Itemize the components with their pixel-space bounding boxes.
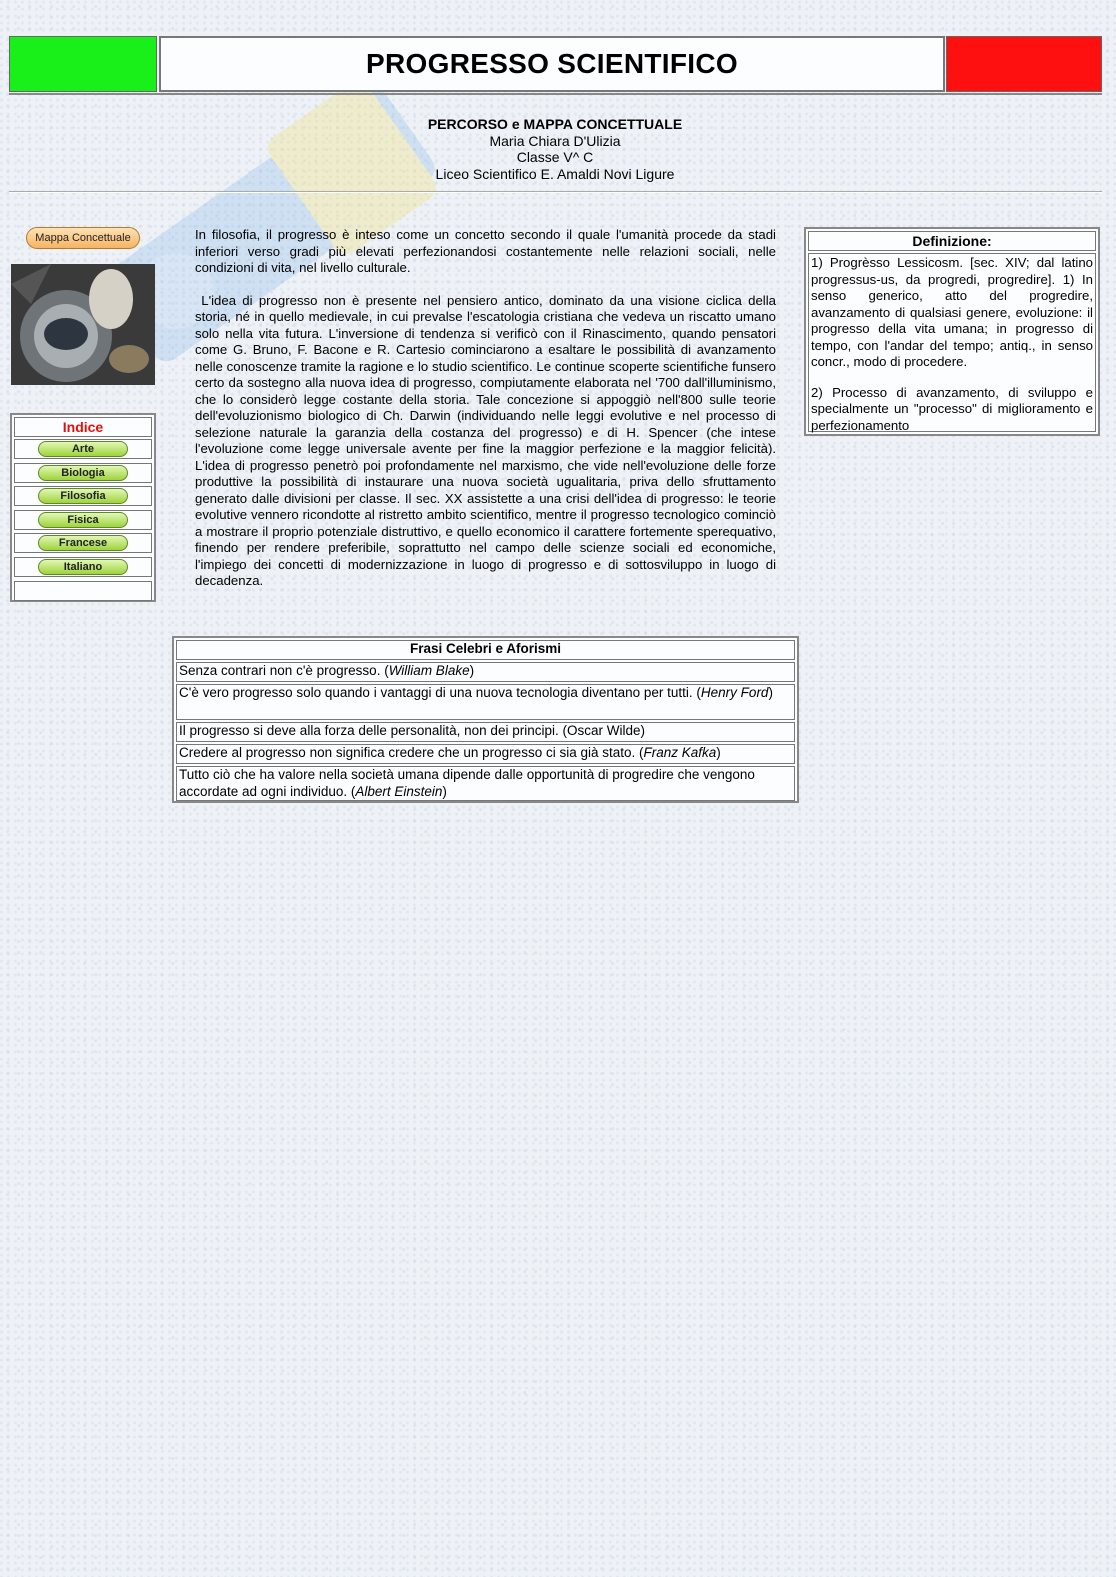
quote-author: Henry Ford xyxy=(700,685,769,700)
index-link-biologia[interactable]: Biologia xyxy=(38,465,128,481)
quote-close: ) xyxy=(716,745,721,760)
header-divider xyxy=(9,93,1102,95)
definition-title: Definizione: xyxy=(808,231,1096,251)
quote-close: ) xyxy=(442,783,447,799)
page-title: PROGRESSO SCIENTIFICO xyxy=(366,48,738,79)
quote-row xyxy=(176,766,795,801)
index-empty-row xyxy=(14,581,152,601)
quote-text: Credere al progresso non significa credere che un progresso ci sia già stato. ( xyxy=(179,745,644,760)
index-row xyxy=(14,439,152,459)
quote-close: ) xyxy=(469,663,475,678)
quote-row xyxy=(176,684,795,720)
quote-author: Albert Einstein xyxy=(355,783,443,799)
index-link-fisica[interactable]: Fisica xyxy=(38,512,128,528)
history-paragraph: L'idea di progresso non è presente nel pensiero antico, dominato da una visione ciclica della storia, né in quello medievale, in cui prevalse l'escatologia cristiana che vedeva un riscatto umano solo nella vita futura. L'inversione di tendenza si verificò con il Rinascimento, quando pensatori come G. Bruno, F. Bacone e R. Cartesio cominciarono a esaltare le possibilità di avanzamento nelle conoscenze tramite la ragione e lo studio scientifico. Le continue scoperte scientifiche funsero certo da sostegno alla nuova idea di progresso, compiutamente elaborata nel '700 dall'illuminismo, che lo considerò legge costante della storia. Tale concezione si appoggiò nell'800 sulle teorie dell'evoluzionismo biologico di Ch. Darwin (individuando nelle leggi evolutive e nel processo di selezione naturale la garanzia della costanza del progresso) e di H. Spencer (che intese l'evoluzione come legge universale avente per fine la maggior perfezione e la maggior felicità). L'idea di progresso penetrò poi profondamente nel marxismo, che vide nell'evoluzione delle forze produttive la possibilità di instaurare una nuova società ugualitaria, priva dello sfruttamento generato dalle divisioni per classe. Il sec. XX assistette a una crisi dell'idea di progresso: le teorie evolutive vennero ricondotte al ristretto ambito scientifico, mentre il progresso tecnologico cominciò a mostrare il proprio potenziale distruttivo, e quello economico il carattere fortemente sperequativo, finendo per rendere preferibile, soprattutto nel campo delle scienze sociali ed economiche, l'impiego dei concetti di modernizzazione in luogo di progresso e di sottosviluppo in luogo di decadenza. xyxy=(195,292,780,588)
quote-close: ) xyxy=(768,685,773,700)
index-link-francese[interactable]: Francese xyxy=(38,535,128,551)
index-title-cell xyxy=(14,417,152,437)
main-content xyxy=(195,227,780,606)
index-row xyxy=(14,510,152,530)
definition-point-1: 1) Progrèsso Lessicosm. [sec. XIV; dal latino progressus-us, da progredi, progredire]. 1) In senso generico, atto del progredire, avanzamento di qualsiasi genere, evoluzione: il progresso della vita umana; in progresso di tempo, con l'andar del tempo; antiq., in senso concr., modo di procedere. xyxy=(811,255,1093,369)
index-title: Indice xyxy=(62,419,104,435)
header-green-block xyxy=(9,36,157,92)
section-divider xyxy=(9,191,1102,193)
quotes-title: Frasi Celebri e Aforismi xyxy=(176,640,795,660)
index-row xyxy=(14,486,152,506)
quote-text: Tutto ciò che ha valore nella società umana dipende dalle opportunità di progredire che vengono accordate ad ogni individuo. ( xyxy=(179,767,755,799)
subheader xyxy=(300,116,810,182)
illustration-image xyxy=(11,264,155,385)
header-red-block xyxy=(946,36,1102,92)
index-link-arte[interactable]: Arte xyxy=(38,441,128,457)
intro-paragraph: In filosofia, il progresso è inteso come un concetto secondo il quale l'umanità procede da stadi inferiori verso gradi più elevati perfezionandosi costantemente nelle relazioni sociali, nelle condizioni di vita, nel livello culturale. xyxy=(195,227,776,275)
index-row xyxy=(14,533,152,553)
definition-body xyxy=(808,253,1096,432)
quote-row xyxy=(176,722,795,742)
quote-text: Il progresso si deve alla forza delle personalità, non dei principi. (Oscar Wilde) xyxy=(179,723,645,738)
quotes-table xyxy=(172,636,799,803)
index-link-italiano[interactable]: Italiano xyxy=(38,559,128,575)
subheader-title: PERCORSO e MAPPA CONCETTUALE xyxy=(427,116,683,132)
quote-text: C'è vero progresso solo quando i vantaggi di una nuova tecnologia diventano per tutti. ( xyxy=(179,685,701,700)
quote-row xyxy=(176,662,795,682)
quote-row xyxy=(176,744,795,764)
school-name: Liceo Scientifico E. Amaldi Novi Ligure xyxy=(435,165,675,182)
definition-point-2: 2) Processo di avanzamento, di sviluppo e specialmente un "processo" di miglioramento e perfezionamento xyxy=(811,384,1093,433)
header-title-box xyxy=(159,36,945,92)
author-name: Maria Chiara D'Ulizia xyxy=(489,132,621,149)
quote-author: William Blake xyxy=(388,663,470,678)
quote-author: Franz Kafka xyxy=(643,745,717,760)
class-name: Classe V^ C xyxy=(516,149,594,165)
index-row xyxy=(14,557,152,577)
index-link-filosofia[interactable]: Filosofia xyxy=(38,488,128,504)
index-row xyxy=(14,463,152,483)
concept-map-button[interactable]: Mappa Concettuale xyxy=(26,227,140,249)
index-menu xyxy=(10,413,156,602)
quote-text: Senza contrari non c'è progresso. ( xyxy=(179,663,389,678)
definition-box xyxy=(804,227,1100,436)
